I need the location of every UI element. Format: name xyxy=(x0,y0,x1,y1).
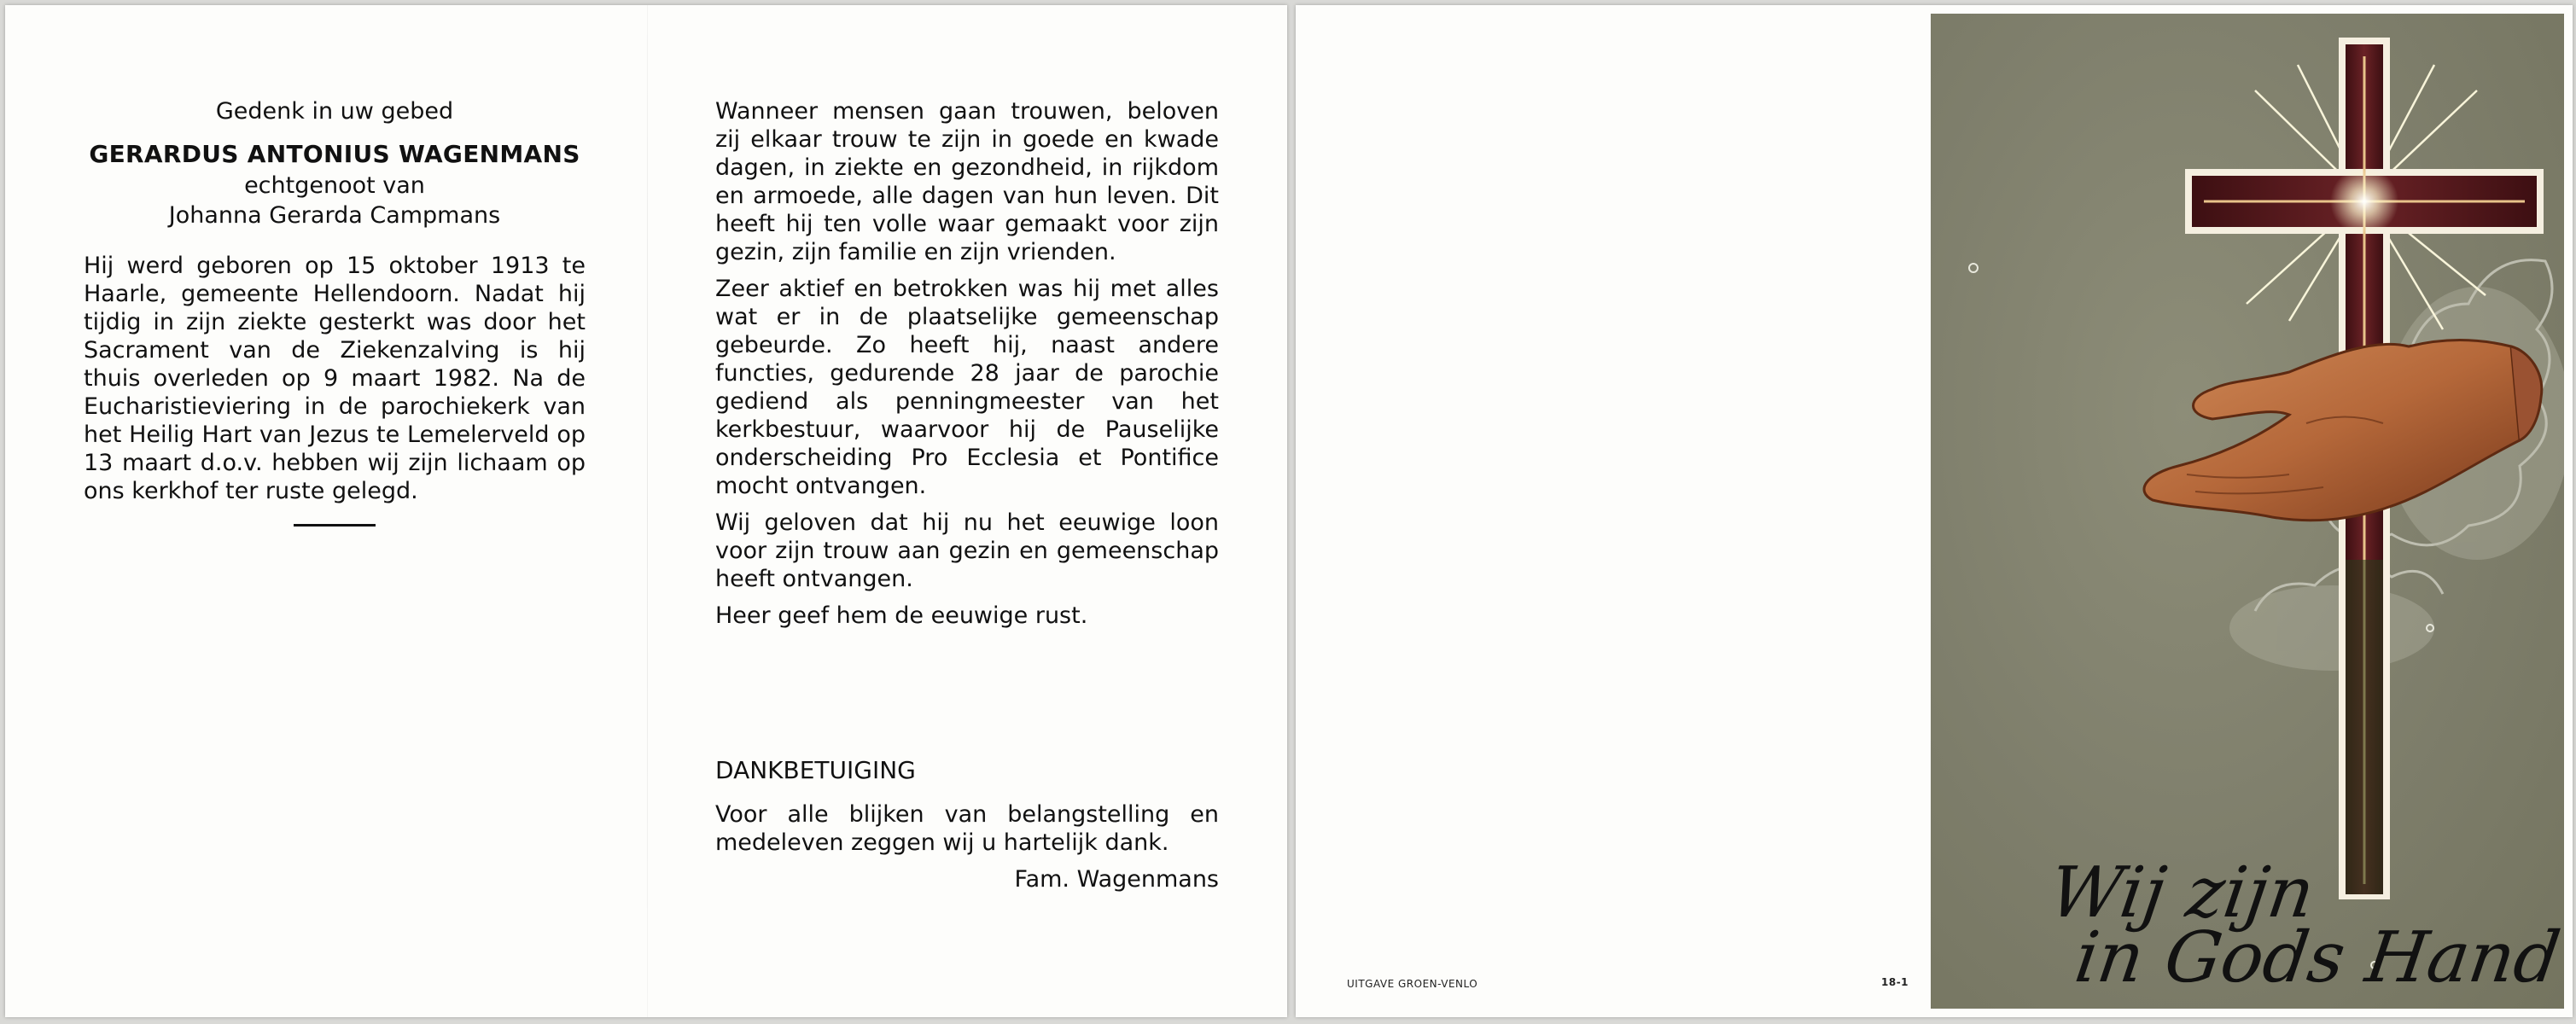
dot-ornament xyxy=(1969,264,1978,272)
deceased-name: GERARDUS ANTONIUS WAGENMANS xyxy=(89,140,580,168)
outer-card-spread xyxy=(1296,5,2573,1017)
back-panel xyxy=(1296,5,1931,1017)
family-signature: Fam. Wagenmans xyxy=(1014,866,1219,893)
thanks-heading: DANKBETUIGING xyxy=(715,756,916,784)
obituary-panel xyxy=(84,97,586,527)
spouse-name: Johanna Gerarda Campmans xyxy=(168,202,501,229)
life-summary: Hij werd geboren op 15 oktober 1913 te Haarle, gemeente Hellendoorn. Nadat hij tijdig in zijn ziekte gesterkt was door het Sacrament van de Ziekenzalving is hij thuis overleden op 9 maart 1982. Na de Eucharistieviering in de parochiekerk van het Heilig Hart van Jezus te Lemelerveld op 13 maart d.o.v. hebben wij zijn lichaam op ons kerkhof ter ruste gelegd. xyxy=(84,253,586,504)
cover-text-line-2: in Gods Hand xyxy=(2070,917,2566,998)
tribute-paragraph-2: Zeer aktief en betrokken was hij met alles wat er in de plaatselijke gemeenschap gebeurde. Zo heeft hij, naast andere functies, gedurende 28 jaar de parochie gediend als penningmeester van het kerkbestuur, waarvoor hij de Pauselijke onderscheiding Pro Ecclesia et Pontifice mocht ontvangen. xyxy=(715,276,1219,499)
intro-line: Gedenk in uw gebed xyxy=(215,98,454,125)
relation-line: echtgenoot van xyxy=(244,172,425,199)
inner-card-spread xyxy=(5,5,1287,1017)
divider-rule xyxy=(294,524,376,527)
card-code: 18-1 xyxy=(1881,976,1909,988)
tribute-paragraph-3: Wij geloven dat hij nu het eeuwige loon voor zijn trouw aan gezin en gemeenschap heeft ontvangen. xyxy=(715,509,1219,592)
tribute-paragraph-1: Wanneer mensen gaan trouwen, beloven zij elkaar trouw te zijn in goede en kwade dagen, in ziekte en gezondheid, in rijkdom en armoede, alle dagen van hun leven. Dit heeft hij ten volle waar gemaakt voor zijn gezin, zijn familie en zijn vrienden. xyxy=(715,98,1219,265)
cover-text-line-1: Wij zijn xyxy=(2044,852,2319,934)
publisher-credit: UITGAVE GROEN-VENLO xyxy=(1347,978,1478,990)
prayer-line: Heer geef hem de eeuwige rust. xyxy=(715,602,1088,629)
tribute-panel xyxy=(715,97,1219,893)
card-fold-line xyxy=(647,5,648,1017)
front-cover xyxy=(1931,14,2564,1009)
thanks-body: Voor alle blijken van belangstelling en medeleven zeggen wij u hartelijk dank. xyxy=(715,801,1219,856)
